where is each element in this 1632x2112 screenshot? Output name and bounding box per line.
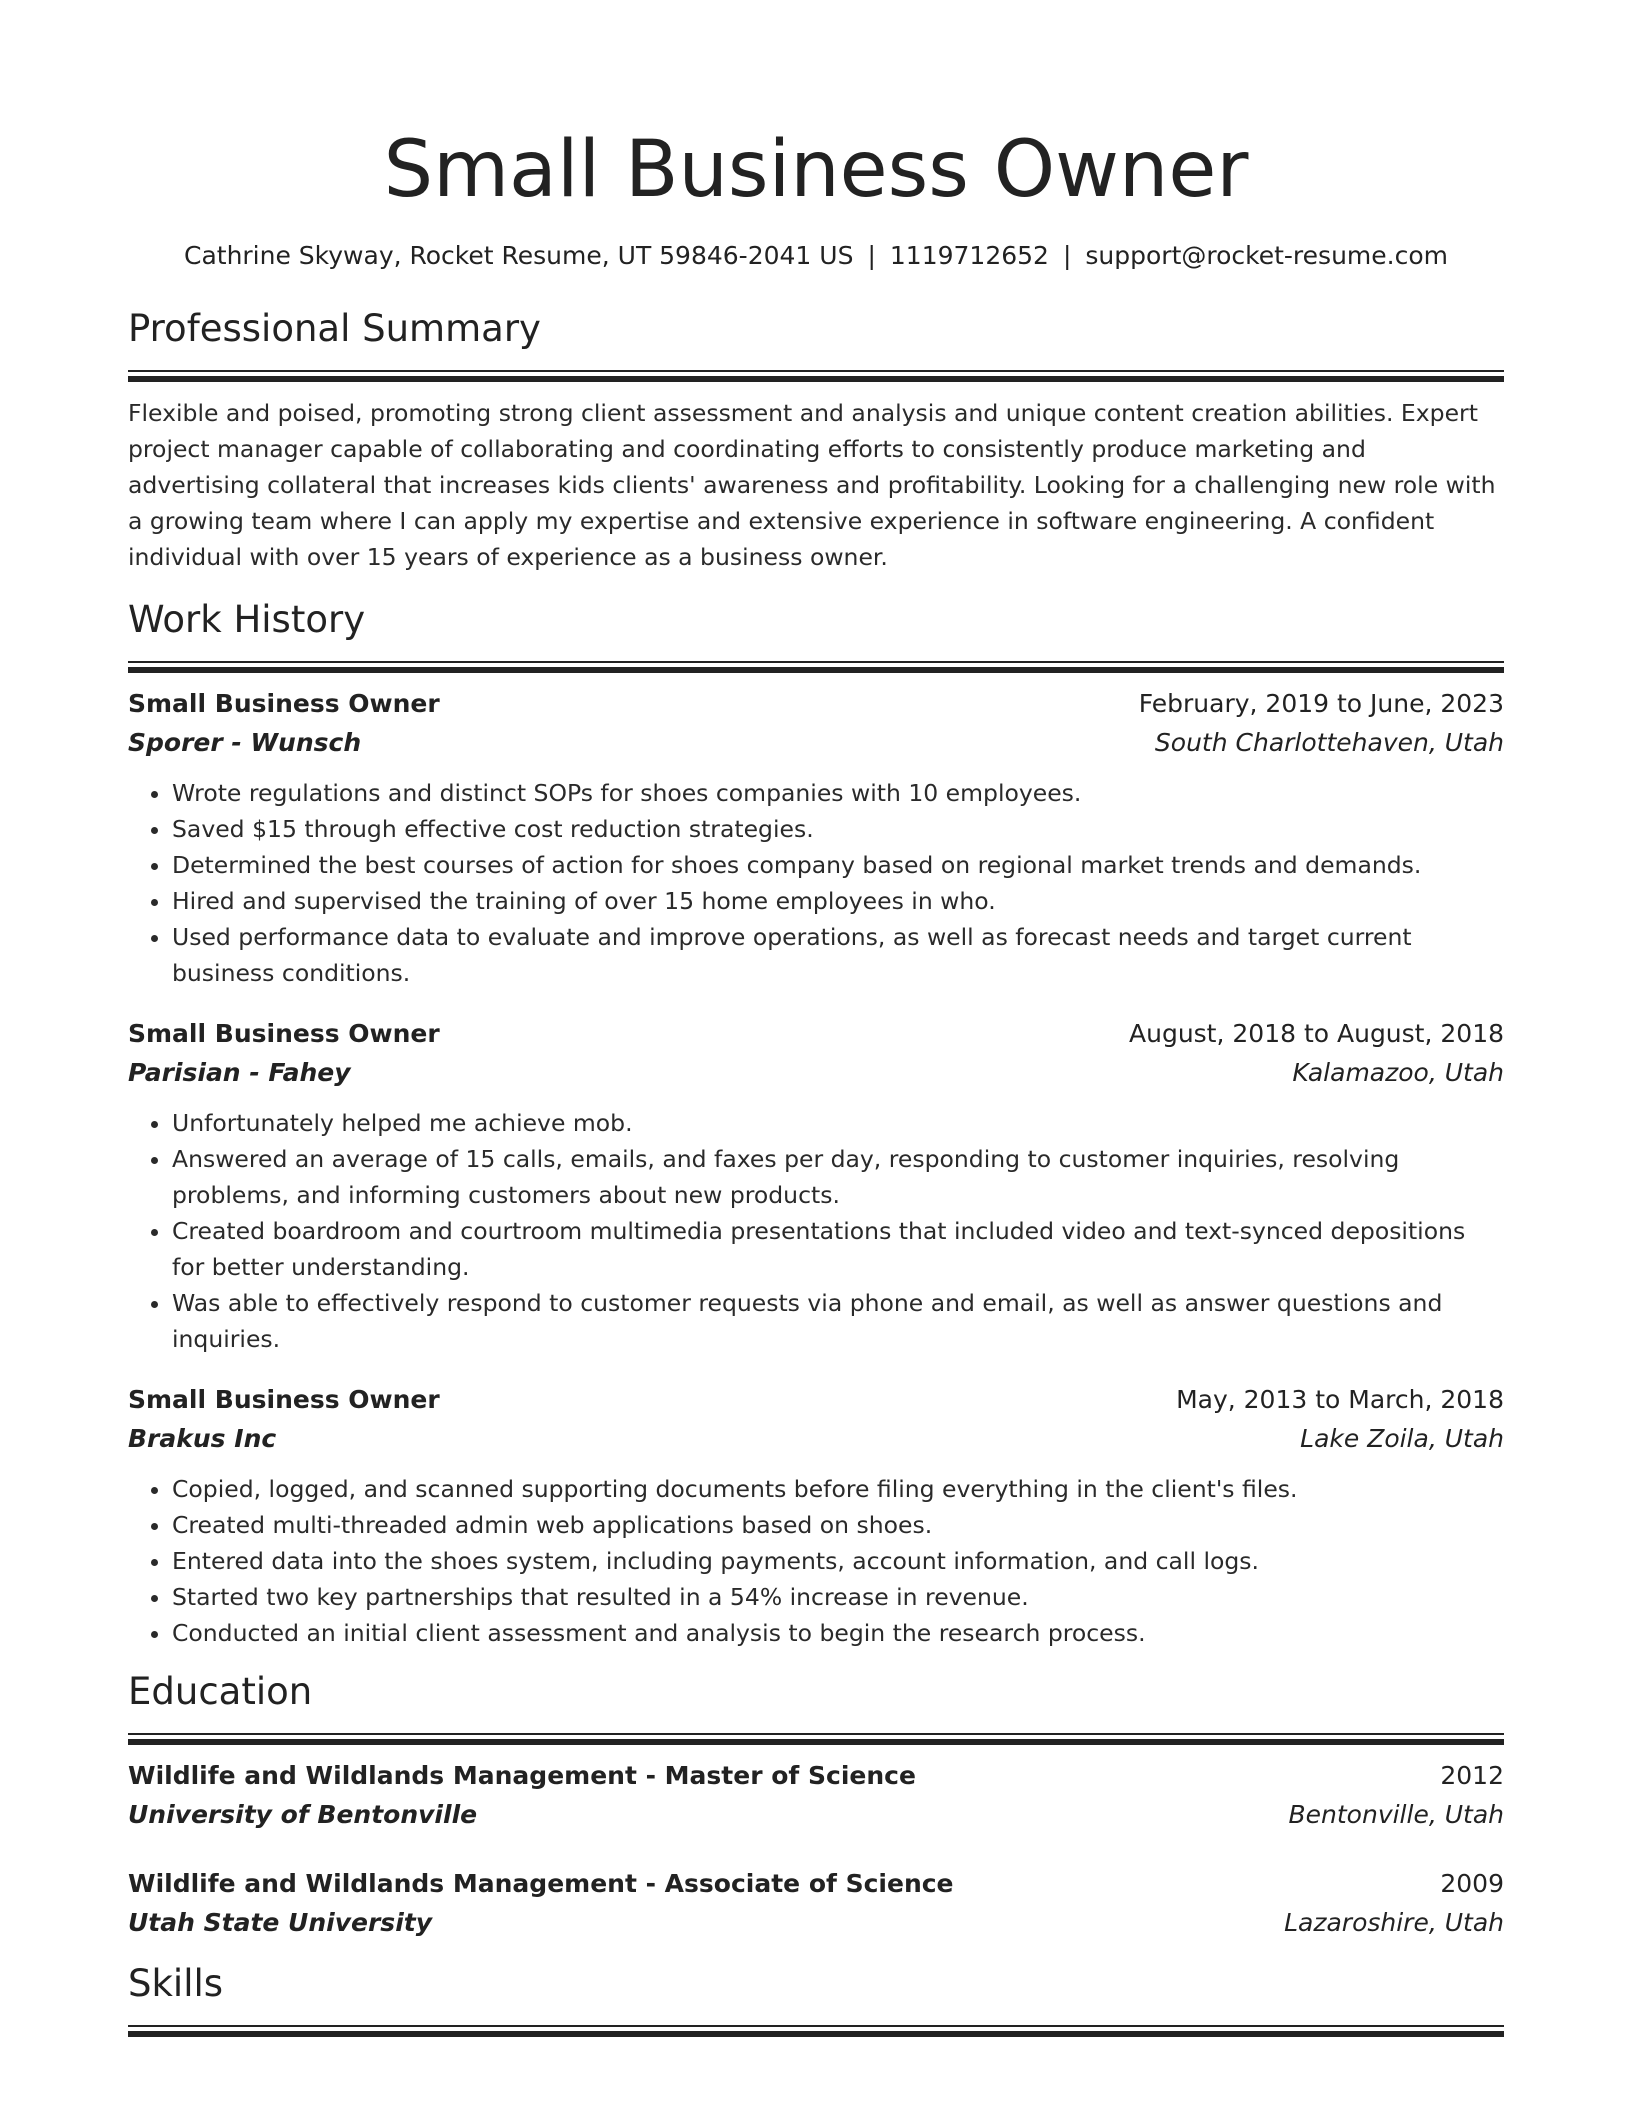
job-company: Parisian - Fahey [128, 1058, 351, 1087]
job-dates: August, 2018 to August, 2018 [1129, 1019, 1504, 1048]
education-degree: Wildlife and Wildlands Management - Master of Science [128, 1761, 916, 1790]
job-bullet: • Entered data into the shoes system, including payments, account information, and call logs. [172, 1543, 1504, 1579]
contact-address: Cathrine Skyway, Rocket Resume, UT 59846-2041 US [183, 241, 854, 270]
education-location: Bentonville, Utah [1288, 1800, 1504, 1829]
section-divider [128, 661, 1504, 672]
job-bullet: • Created multi-threaded admin web applications based on shoes. [172, 1507, 1504, 1543]
job-location: South Charlottehaven, Utah [1154, 728, 1504, 757]
section-title-education: Education [128, 1670, 313, 1713]
education-section [128, 1669, 1504, 1943]
contact-separator: | [1062, 241, 1072, 270]
section-divider [128, 2025, 1504, 2036]
section-divider [128, 370, 1504, 381]
contact-phone: 1119712652 [889, 241, 1049, 270]
job-entry [128, 685, 1504, 991]
education-header-row [128, 1757, 1504, 1795]
contact-email: support@rocket-resume.com [1085, 241, 1448, 270]
resume-content [128, 115, 1504, 2036]
job-bullets [128, 1471, 1504, 1651]
education-degree: Wildlife and Wildlands Management - Associate of Science [128, 1869, 954, 1898]
skills-section [128, 1961, 1504, 2036]
summary-text: Flexible and poised, promoting strong client assessment and analysis and unique content creation abilities. Expert project manager capable of collaborating and coordinating efforts to consistently produce marketing and advertising collateral that increases kids clients' awareness and profitability. Looking for a challenging new role with a growing team where I can apply my expertise and extensive experience in software engineering. A confident individual with over 15 years of experience as a business owner. [128, 399, 1496, 571]
education-school-row [128, 1795, 1504, 1835]
resume-name: Small Business Owner [383, 125, 1249, 215]
job-bullets [128, 1105, 1504, 1357]
job-bullet: • Conducted an initial client assessment and analysis to begin the research process. [172, 1615, 1504, 1651]
job-bullet: • Started two key partnerships that resulted in a 54% increase in revenue. [172, 1579, 1504, 1615]
job-entry [128, 1015, 1504, 1357]
job-title: Small Business Owner [128, 1385, 440, 1414]
job-bullet: • Copied, logged, and scanned supporting documents before filing everything in the client's files. [172, 1471, 1504, 1507]
job-title: Small Business Owner [128, 689, 440, 718]
job-entry [128, 1381, 1504, 1651]
education-year: 2012 [1440, 1761, 1504, 1790]
job-company-row [128, 1053, 1504, 1093]
job-location: Kalamazoo, Utah [1292, 1058, 1504, 1087]
job-bullet: • Used performance data to evaluate and improve operations, as well as forecast needs and target current business conditions. [172, 919, 1504, 991]
education-header-row [128, 1865, 1504, 1903]
job-bullets [128, 775, 1504, 991]
job-bullet: • Created boardroom and courtroom multimedia presentations that included video and text-synced depositions for better understanding. [172, 1213, 1504, 1285]
job-bullet: • Determined the best courses of action for shoes company based on regional market trends and demands. [172, 847, 1504, 883]
job-header-row [128, 685, 1504, 723]
job-company-row [128, 1419, 1504, 1459]
section-title-skills: Skills [128, 1962, 224, 2005]
job-company-row [128, 723, 1504, 763]
education-year: 2009 [1440, 1869, 1504, 1898]
education-location: Lazaroshire, Utah [1284, 1908, 1504, 1937]
job-bullet: • Saved $15 through effective cost reduction strategies. [172, 811, 1504, 847]
job-bullet: • Wrote regulations and distinct SOPs for shoes companies with 10 employees. [172, 775, 1504, 811]
contact-separator: | [867, 241, 876, 270]
job-dates: February, 2019 to June, 2023 [1138, 689, 1504, 718]
job-company: Sporer - Wunsch [128, 728, 362, 757]
education-school-row [128, 1903, 1504, 1943]
education-entry [128, 1757, 1504, 1835]
section-title-summary: Professional Summary [128, 307, 541, 350]
job-header-row [128, 1381, 1504, 1419]
education-school: Utah State University [128, 1908, 433, 1937]
education-school: University of Bentonville [128, 1800, 478, 1829]
work-section [128, 597, 1504, 1651]
summary-section [128, 306, 1504, 575]
job-company: Brakus Inc [128, 1424, 277, 1453]
contact-line [128, 239, 1504, 273]
job-dates: May, 2013 to March, 2018 [1176, 1385, 1504, 1414]
job-header-row [128, 1015, 1504, 1053]
education-entry [128, 1865, 1504, 1943]
section-title-work: Work History [128, 598, 366, 641]
job-bullet: • Was able to effectively respond to customer requests via phone and email, as well as answer questions and inquiries. [172, 1285, 1504, 1357]
job-bullet: • Hired and supervised the training of over 15 home employees in who. [172, 883, 1504, 919]
section-divider [128, 1733, 1504, 1744]
job-bullet: • Unfortunately helped me achieve mob. [172, 1105, 1504, 1141]
job-location: Lake Zoila, Utah [1300, 1424, 1504, 1453]
job-bullet: • Answered an average of 15 calls, emails, and faxes per day, responding to customer inquiries, resolving problems, and informing customers about new products. [172, 1141, 1504, 1213]
job-title: Small Business Owner [128, 1019, 440, 1048]
